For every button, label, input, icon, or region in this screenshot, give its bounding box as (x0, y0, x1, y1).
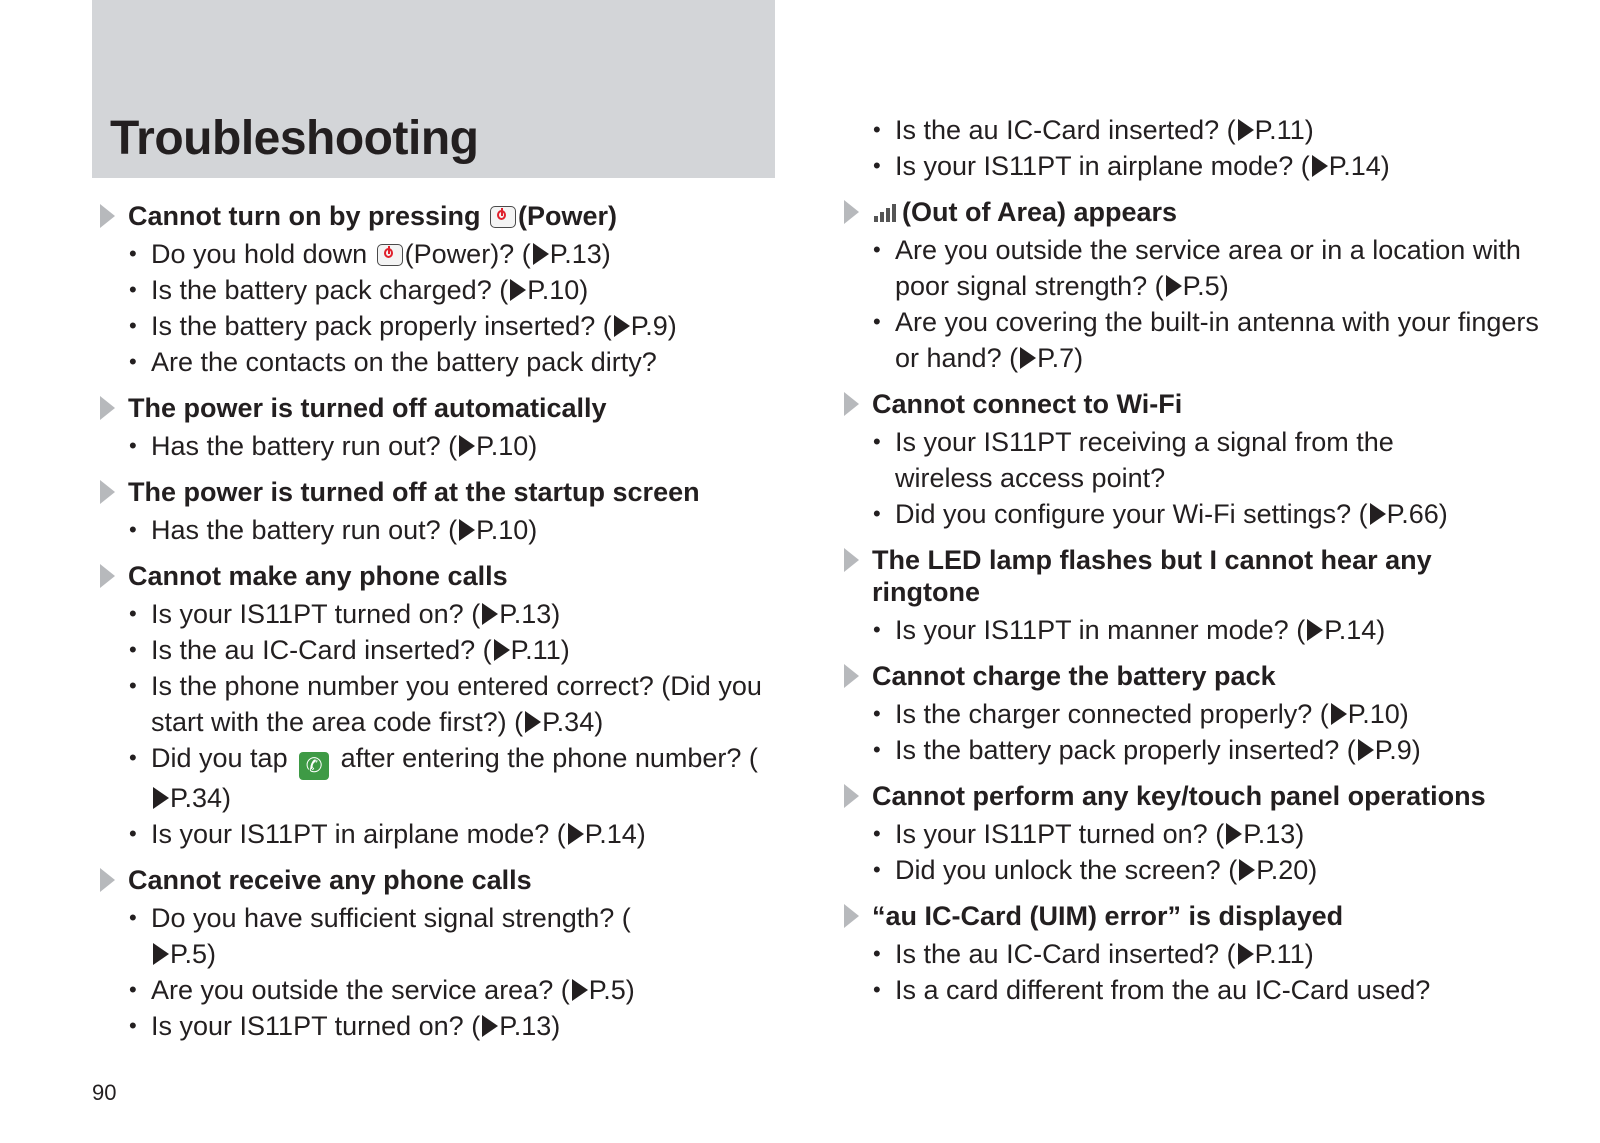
section-heading: “au IC-Card (UIM) error” is displayed (840, 900, 1545, 932)
power-key-icon (377, 244, 403, 266)
list-item: • Is your IS11PT in airplane mode? ( P.14) (129, 819, 646, 849)
section-heading: Cannot charge the battery pack (840, 660, 1545, 692)
list-item: • Is the battery pack charged? ( P.10) (129, 275, 589, 305)
list-item: • Do you hold down (Power)? ( P.13) (129, 239, 611, 269)
page-reference: P.10) (527, 275, 589, 305)
out-of-area-signal-icon (872, 198, 902, 224)
list-item: • Is your IS11PT turned on? ( P.13) (129, 1011, 561, 1041)
list-item: • Is the battery pack properly inserted? ( P.9) (873, 735, 1421, 765)
list-item: • Is the au IC-Card inserted? ( P.11) (873, 115, 1314, 145)
section-triangle-icon (844, 392, 859, 416)
reference-arrow-icon (482, 603, 498, 625)
section-continued (840, 112, 1545, 184)
page-reference: P.9) (1374, 735, 1421, 765)
page-reference: P.13) (1243, 819, 1305, 849)
list-item: • Is the au IC-Card inserted? ( P.11) (129, 635, 570, 665)
section-triangle-icon (844, 904, 859, 928)
list-item: • Is your IS11PT in airplane mode? ( P.14) (873, 151, 1390, 181)
page-reference: P.10) (476, 515, 538, 545)
list-item: • Has the battery run out? ( P.10) (129, 431, 538, 461)
left-column (96, 200, 786, 1056)
list-item: • Is the phone number you entered correct? (Did you start with the area code first?) ( P.34) (129, 671, 762, 737)
section-triangle-icon (100, 480, 115, 504)
page-reference: P.11) (1254, 939, 1314, 969)
page-reference: P.14) (1324, 615, 1386, 645)
section-cannot-make-calls (96, 560, 786, 852)
section-heading: (Out of Area) appears (840, 196, 1545, 228)
power-key-icon (490, 206, 516, 228)
reference-arrow-icon (510, 279, 526, 301)
list-item: • Did you configure your Wi-Fi settings? ( P.66) (873, 499, 1448, 529)
list-item: • Is your IS11PT receiving a signal from the wireless access point? (873, 427, 1394, 493)
section-triangle-icon (844, 200, 859, 224)
list-item: • Are you covering the built-in antenna with your fingers or hand? ( P.7) (873, 307, 1539, 373)
page-reference: P.7) (1037, 343, 1084, 373)
page-reference: P.20) (1256, 855, 1318, 885)
reference-arrow-icon (533, 243, 549, 265)
section-wifi (840, 388, 1545, 532)
page-reference: P.34) (542, 707, 604, 737)
section-heading: Cannot make any phone calls (96, 560, 786, 592)
reference-arrow-icon (1307, 619, 1323, 641)
phone-call-icon: ✆ (299, 752, 329, 780)
section-cannot-receive-calls (96, 864, 786, 1044)
section-led-lamp (840, 544, 1545, 648)
reference-arrow-icon (614, 315, 630, 337)
section-heading: Cannot perform any key/touch panel operations (840, 780, 1545, 812)
reference-arrow-icon (1239, 859, 1255, 881)
page-reference: P.5) (588, 975, 635, 1005)
section-heading: Cannot receive any phone calls (96, 864, 786, 896)
page-reference: P.13) (499, 1011, 561, 1041)
reference-arrow-icon (1226, 823, 1242, 845)
list-item: • Is the battery pack properly inserted? ( P.9) (129, 311, 677, 341)
page-reference: P.10) (1347, 699, 1409, 729)
section-charge-battery (840, 660, 1545, 768)
page-reference: P.9) (630, 311, 677, 341)
section-out-of-area (840, 196, 1545, 376)
list-item: • Are you outside the service area or in a location with poor signal strength? ( P.5) (873, 235, 1521, 301)
reference-arrow-icon (525, 711, 541, 733)
list-item: • Is the au IC-Card inserted? ( P.11) (873, 939, 1314, 969)
reference-arrow-icon (1238, 943, 1254, 965)
right-column (840, 112, 1545, 1020)
page-reference: P.11) (1254, 115, 1314, 145)
list-item: • Has the battery run out? ( P.10) (129, 515, 538, 545)
reference-arrow-icon (1358, 739, 1374, 761)
page-title: Troubleshooting (110, 112, 479, 165)
section-triangle-icon (100, 868, 115, 892)
title-banner (92, 0, 775, 178)
section-heading: The power is turned off at the startup screen (96, 476, 786, 508)
reference-arrow-icon (572, 979, 588, 1001)
list-item: • Are the contacts on the battery pack dirty? (129, 347, 657, 377)
list-item: • Did you tap ✆ after entering the phone number? (P.34) (129, 743, 758, 813)
list-item: • Are you outside the service area? ( P.5) (129, 975, 635, 1005)
reference-arrow-icon (153, 943, 169, 965)
page-reference: P.10) (476, 431, 538, 461)
section-uim-error (840, 900, 1545, 1008)
section-heading: The LED lamp flashes but I cannot hear any ringtone (840, 544, 1545, 608)
page-reference: P.5) (1182, 271, 1229, 301)
list-item: • Is your IS11PT turned on? ( P.13) (873, 819, 1305, 849)
section-triangle-icon (100, 204, 115, 228)
section-triangle-icon (844, 664, 859, 688)
list-item: • Is a card different from the au IC-Card used? (873, 975, 1431, 1005)
page-reference: P.11) (510, 635, 570, 665)
section-power-off-auto (96, 392, 786, 464)
section-triangle-icon (100, 396, 115, 420)
section-heading: The power is turned off automatically (96, 392, 786, 424)
section-heading: Cannot connect to Wi-Fi (840, 388, 1545, 420)
reference-arrow-icon (1238, 119, 1254, 141)
page-reference: P.14) (1328, 151, 1390, 181)
reference-arrow-icon (1312, 155, 1328, 177)
reference-arrow-icon (1020, 347, 1036, 369)
list-item: • Did you unlock the screen? ( P.20) (873, 855, 1318, 885)
reference-arrow-icon (1331, 703, 1347, 725)
section-cannot-turn-on (96, 200, 786, 380)
section-triangle-icon (844, 548, 859, 572)
reference-arrow-icon (568, 823, 584, 845)
list-item: • Is your IS11PT turned on? ( P.13) (129, 599, 561, 629)
list-item: • Is your IS11PT in manner mode? ( P.14) (873, 615, 1386, 645)
reference-arrow-icon (153, 787, 169, 809)
reference-arrow-icon (1166, 275, 1182, 297)
page-reference: P.13) (499, 599, 561, 629)
reference-arrow-icon (459, 519, 475, 541)
section-triangle-icon (100, 564, 115, 588)
list-item: • Is the charger connected properly? ( P.10) (873, 699, 1409, 729)
reference-arrow-icon (482, 1015, 498, 1037)
page-reference: P.66) (1386, 499, 1448, 529)
list-item: • Do you have sufficient signal strength? (P.5) (129, 903, 631, 969)
section-triangle-icon (844, 784, 859, 808)
page-number: 90 (92, 1080, 117, 1105)
page-reference: P.5) (170, 939, 217, 969)
section-key-touch (840, 780, 1545, 888)
reference-arrow-icon (1370, 503, 1386, 525)
page-reference: P.14) (584, 819, 646, 849)
reference-arrow-icon (494, 639, 510, 661)
reference-arrow-icon (459, 435, 475, 457)
page-reference: P.34) (170, 783, 232, 813)
section-heading: Cannot turn on by pressing (Power) (96, 200, 786, 232)
page-reference: P.13) (549, 239, 611, 269)
section-power-off-startup (96, 476, 786, 548)
